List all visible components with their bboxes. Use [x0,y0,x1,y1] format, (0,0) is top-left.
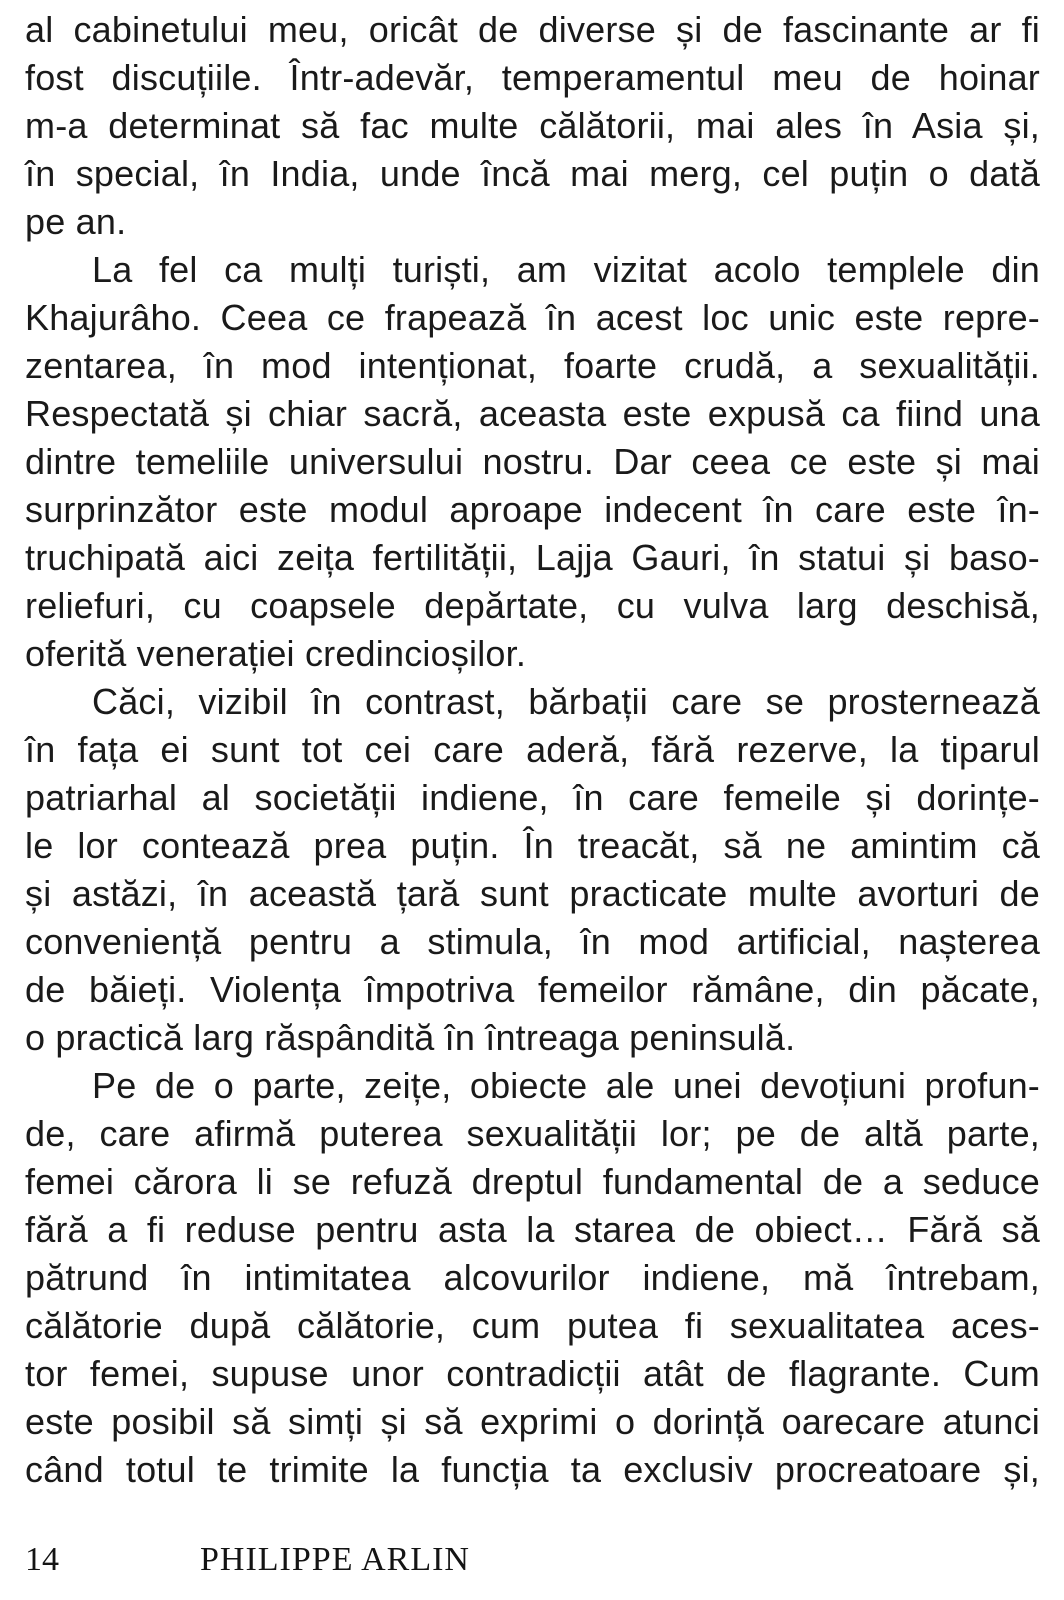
text-line: dintre temeliile universului nostru. Dar ceea ce este și mai [25,441,1040,482]
page-footer [0,1541,1064,1593]
text-line: patriarhal al societății indiene, în care femeile și dorințe- [25,777,1040,818]
text-line: în fața ei sunt tot cei care aderă, fără rezerve, la tiparul [25,729,1040,770]
text-line: de băieți. Violența împotriva femeilor rămâne, din păcate, [25,969,1040,1010]
text-line: pătrund în intimitatea alcovurilor indiene, mă întrebam, [25,1257,1040,1298]
text-line: surprinzător este modul aproape indecent în care este în- [25,489,1040,530]
running-footer-author: PHILIPPE ARLIN [200,1541,470,1578]
text-line: Khajurâho. Ceea ce frapează în acest loc unic este repre- [25,297,1040,338]
text-line: le lor contează prea puțin. În treacăt, să ne amintim că [25,825,1040,866]
text-line: zentarea, în mod intenționat, foarte crudă, a sexualității. [25,345,1040,386]
text-line: Respectată și chiar sacră, aceasta este expusă ca fiind una [25,393,1040,434]
text-line: Căci, vizibil în contrast, bărbații care se prosternează [92,681,1040,722]
text-line: al cabinetului meu, oricât de diverse și de fascinante ar fi [25,9,1040,50]
text-line: este posibil să simți și să exprimi o dorință oarecare atunci [25,1401,1040,1442]
page-number: 14 [25,1541,59,1578]
text-line: La fel ca mulți turiști, am vizitat acolo templele din [92,249,1040,290]
text-line: conveniență pentru a stimula, în mod artificial, nașterea [25,921,1040,962]
text-line: reliefuri, cu coapsele depărtate, cu vulva larg deschisă, [25,585,1040,626]
text-line: fără a fi reduse pentru asta la starea de obiect… Fără să [25,1209,1040,1250]
text-line: m-a determinat să fac multe călătorii, mai ales în Asia și, [25,105,1040,146]
text-line: de, care afirmă puterea sexualității lor; pe de altă parte, [25,1113,1040,1154]
text-line: călătorie după călătorie, cum putea fi sexualitatea aces- [25,1305,1040,1346]
text-line: truchipată aici zeița fertilității, Lajja Gauri, în statui și baso- [25,537,1040,578]
text-line: fost discuțiile. Într-adevăr, temperamentul meu de hoinar [25,57,1040,98]
text-line: pe an. [25,201,127,242]
body-text [25,6,1040,1494]
text-line: oferită venerației credincioșilor. [25,633,527,674]
text-line: o practică larg răspândită în întreaga peninsulă. [25,1017,796,1058]
text-line: tor femei, supuse unor contradicții atât de flagrante. Cum [25,1353,1040,1394]
text-line: și astăzi, în această țară sunt practicate multe avorturi de [25,873,1040,914]
text-line: Pe de o parte, zeițe, obiecte ale unei devoțiuni profun- [92,1065,1040,1106]
text-line: femei cărora li se refuză dreptul fundamental de a seduce [25,1161,1040,1202]
text-line: când totul te trimite la funcția ta exclusiv procreatoare și, [25,1449,1040,1490]
text-line: în special, în India, unde încă mai merg, cel puțin o dată [25,153,1040,194]
